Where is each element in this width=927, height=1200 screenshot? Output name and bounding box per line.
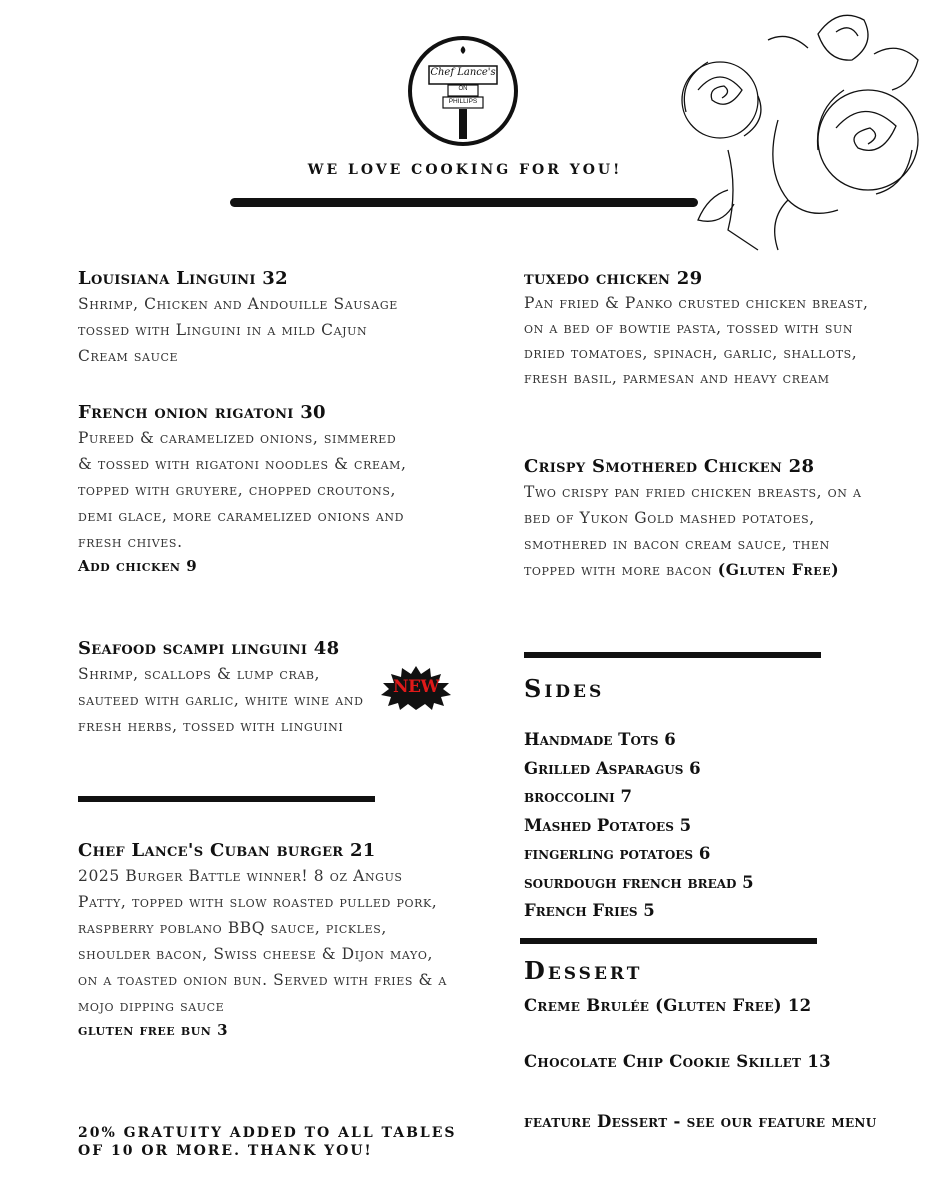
side-item: French Fries 5 (524, 901, 655, 920)
menu-item-tuxedo-chicken (524, 268, 904, 391)
item-addon: Add chicken 9 (78, 557, 198, 575)
logo-line3: PHILLIPS (448, 98, 478, 105)
side-item: Handmade Tots 6 (524, 730, 676, 749)
section-divider (520, 938, 817, 944)
dessert-item: Creme Brulée (Gluten Free) 12 (524, 996, 812, 1015)
dessert-item: Chocolate Chip Cookie Skillet 13 (524, 1052, 831, 1071)
menu-item-crispy-smothered-chicken (524, 456, 904, 583)
rose-illustration (668, 0, 927, 260)
menu-item-seafood-scampi (78, 638, 418, 739)
item-title: French onion rigatoni 30 (78, 402, 326, 423)
menu-item-cuban-burger (78, 840, 458, 1039)
logo-line1: Chef Lance's (430, 67, 496, 78)
gluten-free-tag: (Gluten Free) (717, 560, 840, 579)
side-item: Grilled Asparagus 6 (524, 758, 701, 778)
side-item: broccolini 7 (524, 787, 632, 806)
item-title: tuxedo chicken 29 (524, 268, 703, 289)
item-description: Pureed & caramelized onions, simmered & tossed with rigatoni noodles & cream, topped with gruyere, chopped croutons, demi glace, more caramelized onions and fresh chives. (78, 429, 407, 551)
item-description (524, 479, 869, 583)
menu-item-louisiana-linguini (78, 268, 418, 369)
header-divider (230, 198, 698, 207)
sides-heading: Sides (524, 674, 605, 703)
gratuity-note: 20% GRATUITY ADDED TO ALL TABLES OF 10 OR MORE. THANK YOU! (78, 1125, 457, 1159)
dessert-heading: Dessert (524, 956, 643, 985)
tagline: WE LOVE COOKING FOR YOU! (307, 162, 623, 178)
side-item: fingerling potatoes 6 (524, 844, 711, 863)
logo-line2: ON (458, 86, 468, 92)
item-title: Louisiana Linguini 32 (78, 268, 288, 289)
sides-list (524, 726, 754, 926)
side-item: sourdough french bread 5 (524, 872, 754, 892)
new-badge-label: NEW (392, 677, 440, 697)
side-item: Mashed Potatoes 5 (524, 815, 692, 835)
item-description: Shrimp, Chicken and Andouille Sausage tossed with Linguini in a mild Cajun Cream sauce (78, 295, 398, 365)
item-description: Shrimp, scallops & lump crab, sauteed with garlic, white wine and fresh herbs, tossed with linguini (78, 665, 364, 735)
item-description-text: Two crispy pan fried chicken breasts, on a bed of Yukon Gold mashed potatoes, smothered in bacon cream sauce, then topped with more bacon (524, 483, 862, 579)
dessert-item: feature Dessert - see our feature menu (524, 1112, 877, 1131)
item-description: Pan fried & Panko crusted chicken breast, on a bed of bowtie pasta, tossed with sun dried tomatoes, spinach, garlic, shallots, fresh basil, parmesan and heavy cream (524, 294, 869, 387)
item-title: Seafood scampi linguini 48 (78, 638, 340, 659)
new-badge (380, 666, 452, 710)
item-description: 2025 Burger Battle winner! 8 oz Angus Patty, topped with slow roasted pulled pork, raspberry poblano BBQ sauce, pickles, shoulder bacon, Swiss cheese & Dijon mayo, on a toasted onion bun. Served with fries & a mojo dipping sauce (78, 867, 447, 1015)
item-addon: gluten free bun 3 (78, 1021, 229, 1039)
item-title: Chef Lance's Cuban burger 21 (78, 840, 376, 861)
section-divider (524, 652, 821, 658)
menu-item-french-onion-rigatoni (78, 402, 418, 575)
section-divider (78, 796, 375, 802)
item-title: Crispy Smothered Chicken 28 (524, 456, 815, 477)
restaurant-logo (408, 36, 518, 146)
